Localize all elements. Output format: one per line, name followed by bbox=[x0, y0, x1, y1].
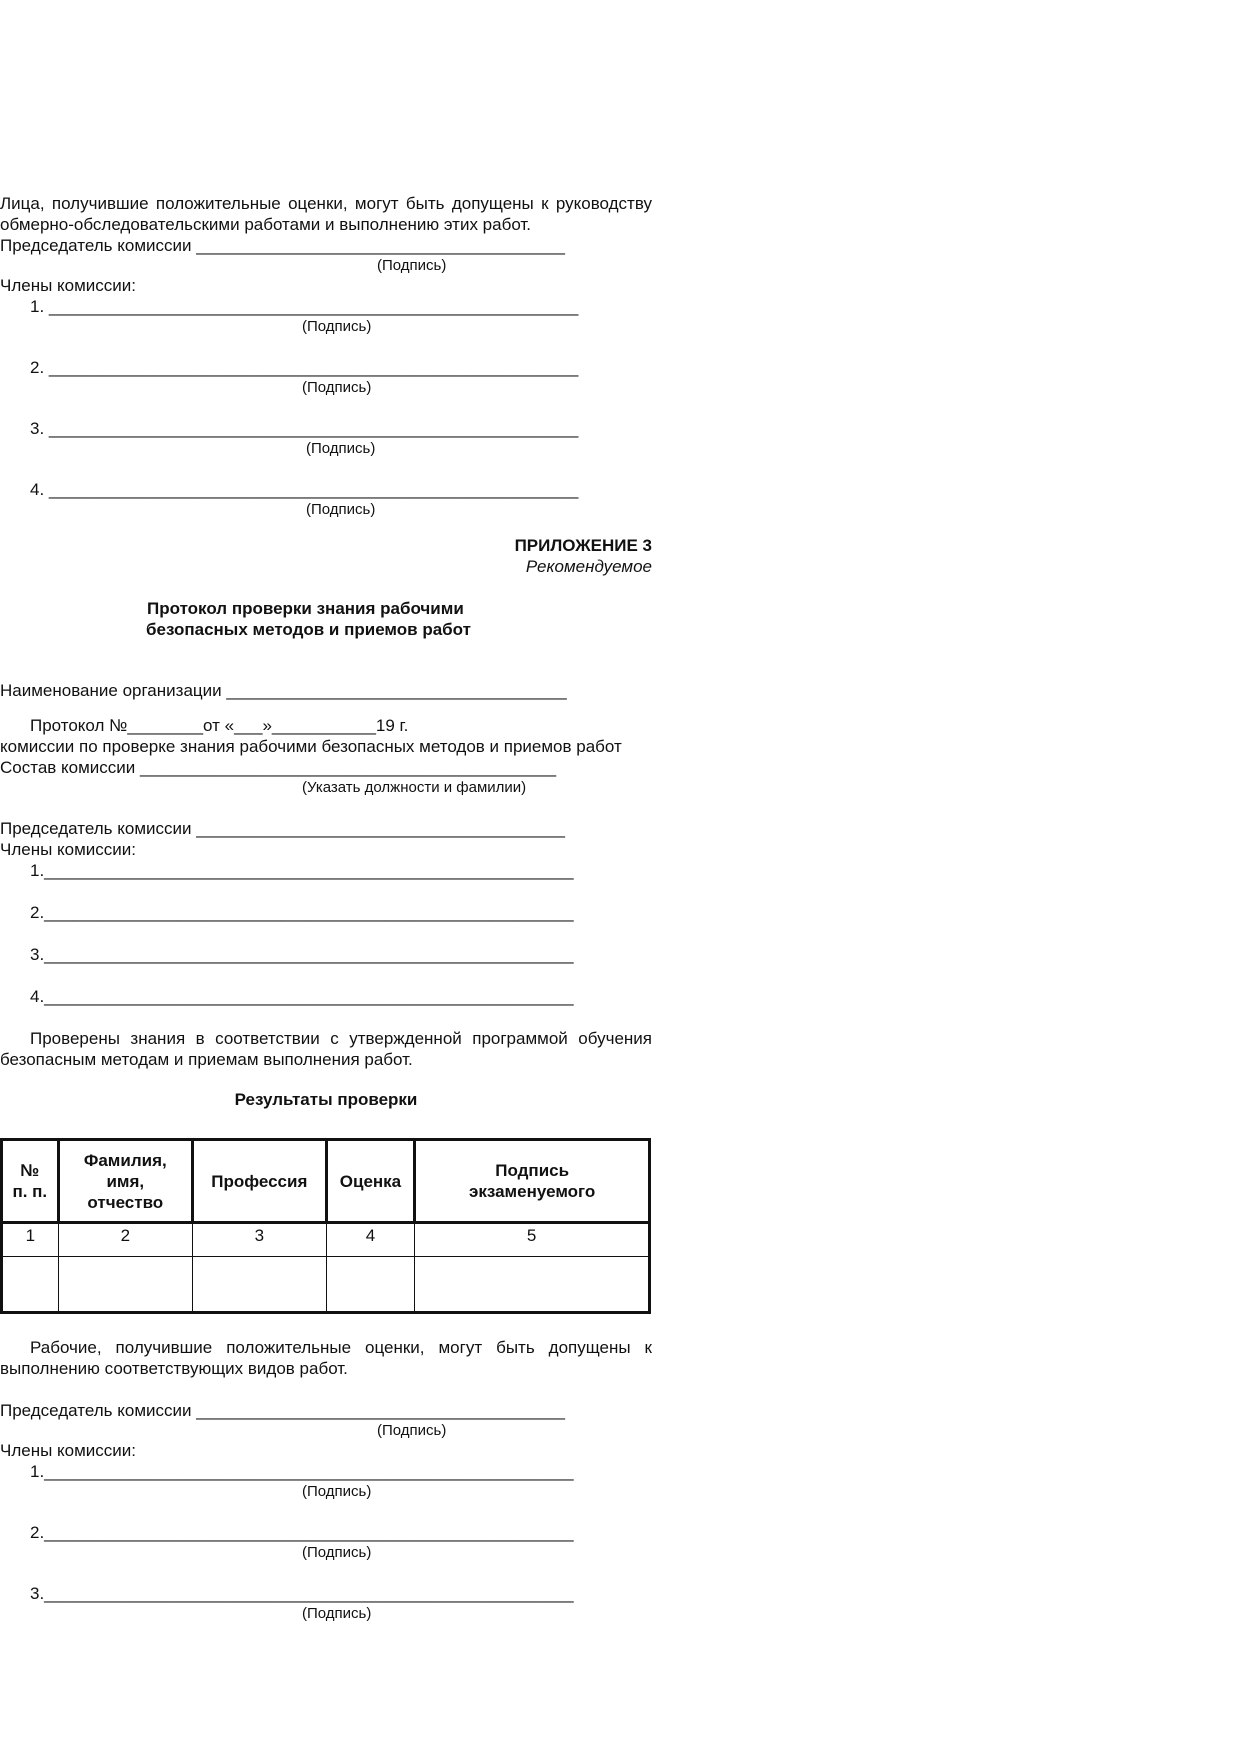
header-full-name: Фамилия, имя, отчество bbox=[58, 1140, 192, 1223]
members-label: Члены комиссии: bbox=[0, 1441, 137, 1460]
members-label: Члены комиссии: bbox=[0, 840, 137, 859]
table-cell: 3 bbox=[193, 1223, 327, 1257]
composition-hint: (Указать должности и фамилии) bbox=[302, 779, 527, 796]
header-signature: Подпись экзаменуемого bbox=[415, 1140, 650, 1223]
commission-text: комиссии по проверке знания рабочими безопасных методов и приемов работ bbox=[0, 737, 622, 756]
member-signature-line: 1.________________________________________________________ bbox=[30, 1462, 574, 1481]
member-signature-line: 1. ________________________________________________________ bbox=[30, 297, 579, 316]
member-signature-line: 2.________________________________________________________ bbox=[30, 903, 574, 922]
appendix-title: ПРИЛОЖЕНИЕ 3 bbox=[514, 536, 652, 555]
table-cell bbox=[58, 1257, 192, 1313]
signature-hint: (Подпись) bbox=[306, 440, 376, 457]
table-cell bbox=[193, 1257, 327, 1313]
results-title: Результаты проверки bbox=[234, 1090, 418, 1109]
closing-paragraph: Рабочие, получившие положительные оценки, могут быть допущены к выполнению соответствующих видов работ. bbox=[0, 1338, 652, 1378]
organization-line: Наименование организации ____________________________________ bbox=[0, 681, 567, 700]
protocol-heading-line1: Протокол проверки знания рабочими bbox=[147, 599, 464, 618]
header-number: № п. п. bbox=[2, 1140, 59, 1223]
composition-line: Состав комиссии ____________________________________________ bbox=[0, 758, 557, 777]
intro-paragraph: Лица, получившие положительные оценки, могут быть допущены к руководству обмерно-обследовательскими работами и выполнению этих работ. bbox=[0, 194, 652, 234]
signature-hint: (Подпись) bbox=[302, 1544, 372, 1561]
checked-paragraph: Проверены знания в соответствии с утвержденной программой обучения безопасным методам и приемам выполнения работ. bbox=[0, 1029, 652, 1069]
chairman-signature-line: Председатель комиссии _______________________________________ bbox=[0, 1401, 565, 1420]
chairman-signature-line: Председатель комиссии _______________________________________ bbox=[0, 819, 565, 838]
document-page bbox=[0, 193, 652, 1623]
table-number-row bbox=[2, 1223, 650, 1257]
signature-hint: (Подпись) bbox=[302, 379, 372, 396]
appendix-subtitle: Рекомендуемое bbox=[525, 557, 652, 576]
signature-hint: (Подпись) bbox=[306, 501, 376, 518]
member-signature-line: 1.________________________________________________________ bbox=[30, 861, 574, 880]
table-cell: 4 bbox=[326, 1223, 415, 1257]
member-signature-line: 3.________________________________________________________ bbox=[30, 945, 574, 964]
table-cell bbox=[2, 1257, 59, 1313]
results-table bbox=[0, 1138, 651, 1314]
table-row bbox=[2, 1257, 650, 1313]
header-profession: Профессия bbox=[193, 1140, 327, 1223]
table-cell bbox=[415, 1257, 650, 1313]
table-cell: 1 bbox=[2, 1223, 59, 1257]
member-signature-line: 2. ________________________________________________________ bbox=[30, 358, 579, 377]
table-cell: 5 bbox=[415, 1223, 650, 1257]
chairman-signature-line: Председатель комиссии _______________________________________ bbox=[0, 236, 565, 255]
members-label: Члены комиссии: bbox=[0, 276, 137, 295]
signature-hint: (Подпись) bbox=[377, 257, 447, 274]
header-grade: Оценка bbox=[326, 1140, 415, 1223]
table-cell: 2 bbox=[58, 1223, 192, 1257]
protocol-heading-line2: безопасных методов и приемов работ bbox=[146, 620, 471, 639]
signature-hint: (Подпись) bbox=[302, 1605, 372, 1622]
signature-hint: (Подпись) bbox=[377, 1422, 447, 1439]
member-signature-line: 2.________________________________________________________ bbox=[30, 1523, 574, 1542]
table-cell bbox=[326, 1257, 415, 1313]
table-header-row bbox=[2, 1140, 650, 1223]
member-signature-line: 4.________________________________________________________ bbox=[30, 987, 574, 1006]
member-signature-line: 3. ________________________________________________________ bbox=[30, 419, 579, 438]
signature-hint: (Подпись) bbox=[302, 1483, 372, 1500]
member-signature-line: 4. ________________________________________________________ bbox=[30, 480, 579, 499]
signature-hint: (Подпись) bbox=[302, 318, 372, 335]
member-signature-line: 3.________________________________________________________ bbox=[30, 1584, 574, 1603]
protocol-number-line: Протокол №________от «___»___________19 г. bbox=[30, 716, 409, 735]
